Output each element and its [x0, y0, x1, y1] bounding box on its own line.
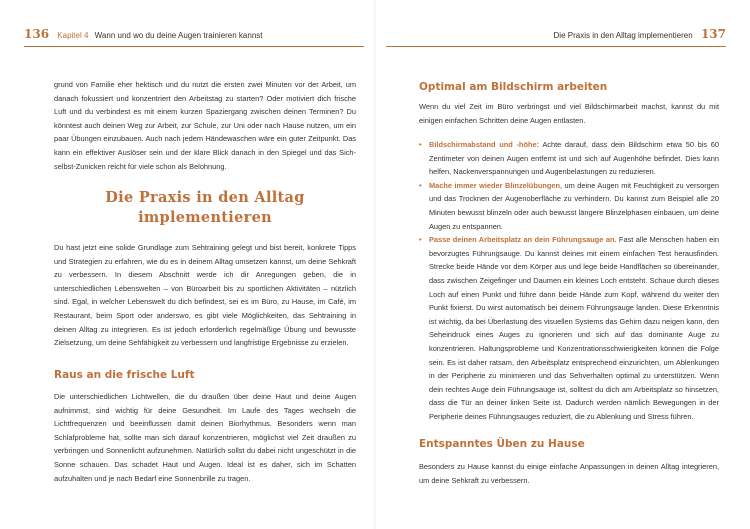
header-rule	[386, 46, 726, 47]
right-page-header	[554, 27, 726, 41]
bullet-highlight: Bildschirmabstand und -höhe:	[429, 140, 540, 149]
section-heading-screen: Optimal am Bildschirm arbeiten	[419, 81, 608, 93]
chapter-label: Kapitel 4	[57, 31, 89, 40]
intro-paragraph: grund von Familie eher hektisch und du nutzt die ersten zwei Minuten vor der Arbeit, um danach fokussiert und konzentriert den Arbeitstag zu starten? Oder motiviert dich frische Luft und du verbindest es mit einem kurzen Spaziergang zwischen deinen Terminen? Du könntest auch deinen Weg zur Arbeit, zur Schule, zur Uni oder nach Hause nutzen, um ein paar Übungen einzubauen. Auch nach jedem Händewaschen wäre ein guter Zeitpunkt. Das kann ein effektiver Auslöser sein und der klare Blick danach in den Spiegel und das Sich-selbst-Zunicken reicht für viele schon als Belohnung.	[54, 80, 356, 171]
page-number: 137	[700, 27, 726, 41]
bullet-marker: •	[419, 180, 422, 190]
section-heading-home: Entspanntes Üben zu Hause	[419, 438, 585, 450]
bullet-text: Fast alle Menschen haben ein bevorzugtes Führungsauge. Du kannst deines mit einem einfachen Test herausfinden. Strecke beide Hände vor dem Körper aus und lege beide Handflächen so übereinander, dass zwischen Zeigefinger und Daumen ein kleines Loch entsteht. Schaue durch dieses Loch auf einen Punkt und führe dann beide Hände zum Kopf, während du weiter den Punkt fixierst. Du wirst automatisch bei deinem Führungsauge landen. Diese Erkenntnis ist wichtig, da bei Überlastung des visuellen Systems das Gehirn dazu neigen kann, den Seheindruck eines Auges zu ignorieren und sich auf das dominante Auge zu konzentrieren. Haltungsprobleme und Konzentrationsschwierigkeiten können die Folge sein. Es ist daher ratsam, den Arbeitsplatz entsprechend einzurichten, um Ablenkungen in der Peripherie zu minimieren und das Sehverhalten optimal zu unterstützen. Wenn dein rechtes Auge dein Führungsauge ist, solltest du dich am Arbeitsplatz so hinsetzen, dass die Tür an deiner linken Seite ist. Dadurch werden nämlich Bewegungen in der Peripherie deines Führungsauges reduziert, die zu Ablenkung und Stress führen.	[429, 235, 719, 421]
bullet-text: Achte darauf, dass dein Bildschirm etwa 50 bis 60 Zentimeter von deinen Augen entfernt ist und sich auf Augenhöhe befindet. Dies kann helfen, Nackenverspannungen und Augenbelastungen zu reduzieren.	[429, 140, 719, 177]
list-item	[419, 138, 719, 179]
bullet-text: , um deine Augen mit Feuchtigkeit zu versorgen und das Trocknen der Augenoberfläche zu verhindern. Du kannst zum Beispiel alle 20 Minuten bewusst blinzeln oder auch bewusst längere Blinzelphasen einbauen, um deine Augen zu entspannen.	[429, 180, 720, 231]
page-number: 136	[24, 27, 50, 41]
subsection-paragraph: Die unterschiedlichen Lichtwellen, die du draußen über deine Haut und deine Augen aufnimmst, sind wichtig für deine Gesundheit. Im Laufe des Tages wechseln die Lichtfrequenzen und beeinflussen damit deinen Biorhythmus. Besonders wenn man Schlafprobleme hat, sollte man sich darauf konzentrieren, möglichst viel Zeit draußen zu verbringen und Sonnenlicht aufzunehmen. Natürlich sollst du dabei nicht ungeschützt in die Sonne schauen. Das schadet Haut und Augen. Ideal ist es daher, sich im Schatten aufzuhalten und je nach Bedarf eine Sonnenbrille zu tragen.	[54, 392, 356, 483]
list-item	[419, 179, 719, 233]
bullet-highlight: Passe deinen Arbeitsplatz an dein Führungsauge an.	[429, 235, 617, 245]
bullet-marker: •	[419, 140, 422, 149]
chapter-title: Wann und wo du deine Augen trainieren kannst	[94, 31, 263, 40]
section-home-paragraph: Besonders zu Hause kannst du einige einfache Anpassungen in deinen Alltag integrieren, um deine Sehkraft zu verbessern.	[419, 462, 719, 485]
subsection-heading: Raus an die frische Luft	[54, 369, 195, 381]
bullet-highlight: Mache immer wieder Blinzelübungen	[429, 180, 561, 190]
right-page	[375, 0, 750, 529]
header-rule	[24, 46, 364, 47]
section-heading: Die Praxis in den Alltag implementieren	[105, 189, 305, 226]
section-paragraph: Du hast jetzt eine solide Grundlage zum Sehtraining gelegt und bist bereit, konkrete Tipps und Strategien zu erfahren, wie du es in deinem Alltag umsetzen kannst, um deine Sehkraft zu verbessern. In diesem Abschnitt werde ich dir Anregungen geben, die in unterschiedlichen Lebenswelten – von Büroarbeit bis zu sportlichen Aktivitäten – nützlich sind. Egal, in welcher Lebenswelt du dich befindest, sei es im Büro, zu Hause, im Café, im Restaurant, beim Sport oder anderswo, es gibt viele Möglichkeiten, das Sehtraining in deinen Alltag zu integrieren. Es ist jedoch erforderlich regelmäßige Übung und bewusste Zielsetzung, um deine Sehfähigkeit zu verbessern und langfristige Ergebnisse zu erzielen.	[54, 243, 356, 348]
bullet-marker: •	[419, 235, 422, 245]
list-item	[419, 233, 719, 423]
tips-list	[419, 138, 719, 423]
left-page-header	[24, 27, 263, 41]
section-intro: Wenn du viel Zeit im Büro verbringst und viel Bildschirmarbeit machst, kannst du mit einigen einfachen Schritten deine Augen entlasten.	[419, 102, 719, 125]
running-title: Die Praxis in den Alltag implementieren	[553, 31, 693, 40]
